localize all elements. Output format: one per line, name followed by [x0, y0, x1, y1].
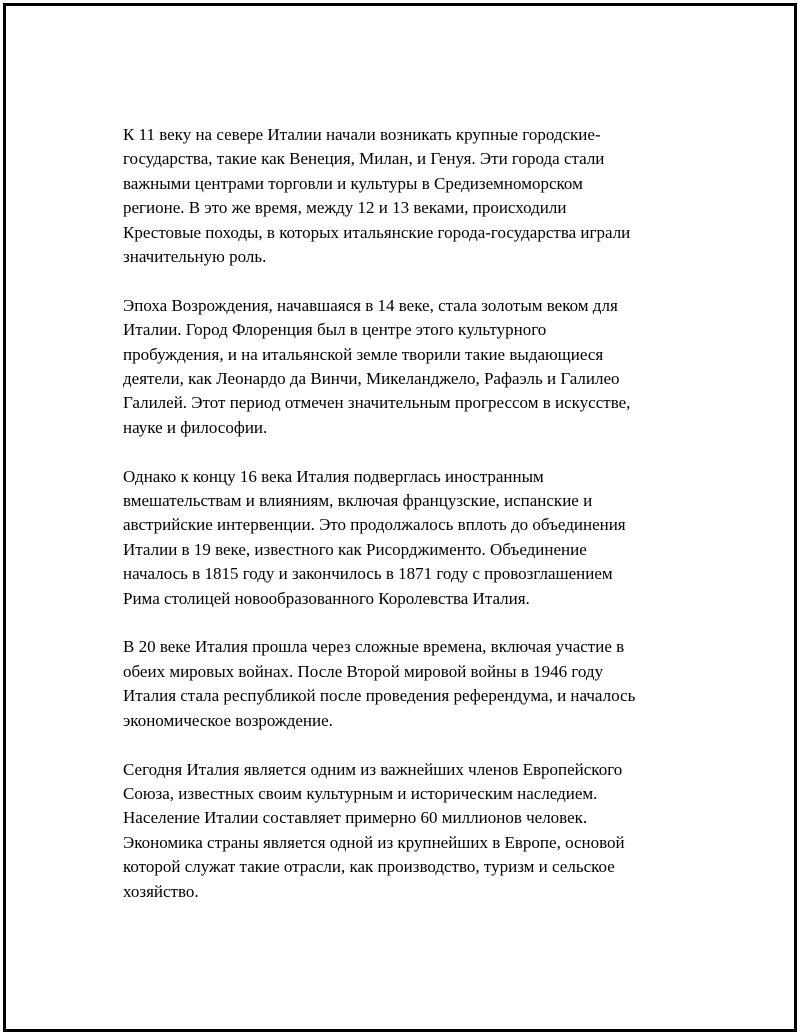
- document-body: [123, 123, 689, 928]
- text-line: пробуждения, и на итальянской земле творили такие выдающиеся: [123, 344, 604, 364]
- text-line: Италии. Город Флоренция был в центре этого культурного: [123, 320, 547, 340]
- text-line: хозяйство.: [123, 881, 199, 901]
- text-line: началось в 1815 году и закончилось в 1871 году с провозглашением: [123, 564, 613, 584]
- text-line: государства, такие как Венеция, Милан, и Генуя. Эти города стали: [123, 149, 605, 169]
- text-line: Эпоха Возрождения, начавшаяся в 14 веке, стала золотым веком для: [123, 295, 618, 315]
- text-line: К 11 веку на севере Италии начали возникать крупные городские-: [123, 125, 601, 144]
- text-line: австрийские интервенции. Это продолжалось вплоть до объединения: [123, 515, 626, 535]
- text-line: обеих мировых войнах. После Второй мировой войны в 1946 году: [123, 661, 604, 681]
- paragraph-4: [123, 635, 689, 733]
- text-line: Крестовые походы, в которых итальянские города-государства играли: [123, 222, 631, 242]
- paragraph-1: [123, 123, 689, 269]
- text-line: Население Италии составляет примерно 60 миллионов человек.: [123, 808, 588, 828]
- text-line: Однако к концу 16 века Италия подверглась иностранным: [123, 466, 544, 486]
- paragraph-5: [123, 758, 689, 904]
- text-line: В 20 веке Италия прошла через сложные времена, включая участие в: [123, 637, 625, 657]
- text-line: регионе. В это же время, между 12 и 13 веками, происходили: [123, 198, 567, 218]
- text-line: экономическое возрождение.: [123, 710, 333, 730]
- text-line: важными центрами торговли и культуры в Средиземноморском: [123, 173, 583, 193]
- text-line: Сегодня Италия является одним из важнейших членов Европейского: [123, 759, 623, 779]
- text-line: вмешательствам и влияниям, включая французские, испанские и: [123, 491, 593, 511]
- paragraph-3: [123, 465, 689, 611]
- paragraph-2: [123, 294, 689, 440]
- text-line: Италии в 19 веке, известного как Рисорджименто. Объединение: [123, 539, 587, 559]
- text-line: Италия стала республикой после проведения референдума, и началось: [123, 686, 636, 706]
- text-line: Рима столицей новообразованного Королевства Италия.: [123, 588, 530, 608]
- text-line: Союза, известных своим культурным и историческим наследием.: [123, 783, 598, 803]
- text-line: деятели, как Леонардо да Винчи, Микеланджело, Рафаэль и Галилео: [123, 369, 620, 389]
- text-line: которой служат такие отрасли, как производство, туризм и сельское: [123, 857, 615, 877]
- text-line: Галилей. Этот период отмечен значительным прогрессом в искусстве,: [123, 393, 631, 413]
- page-frame: [3, 3, 797, 1032]
- text-line: Экономика страны является одной из крупнейших в Европе, основой: [123, 832, 625, 852]
- text-line: науке и философии.: [123, 417, 268, 437]
- text-line: значительную роль.: [123, 247, 267, 267]
